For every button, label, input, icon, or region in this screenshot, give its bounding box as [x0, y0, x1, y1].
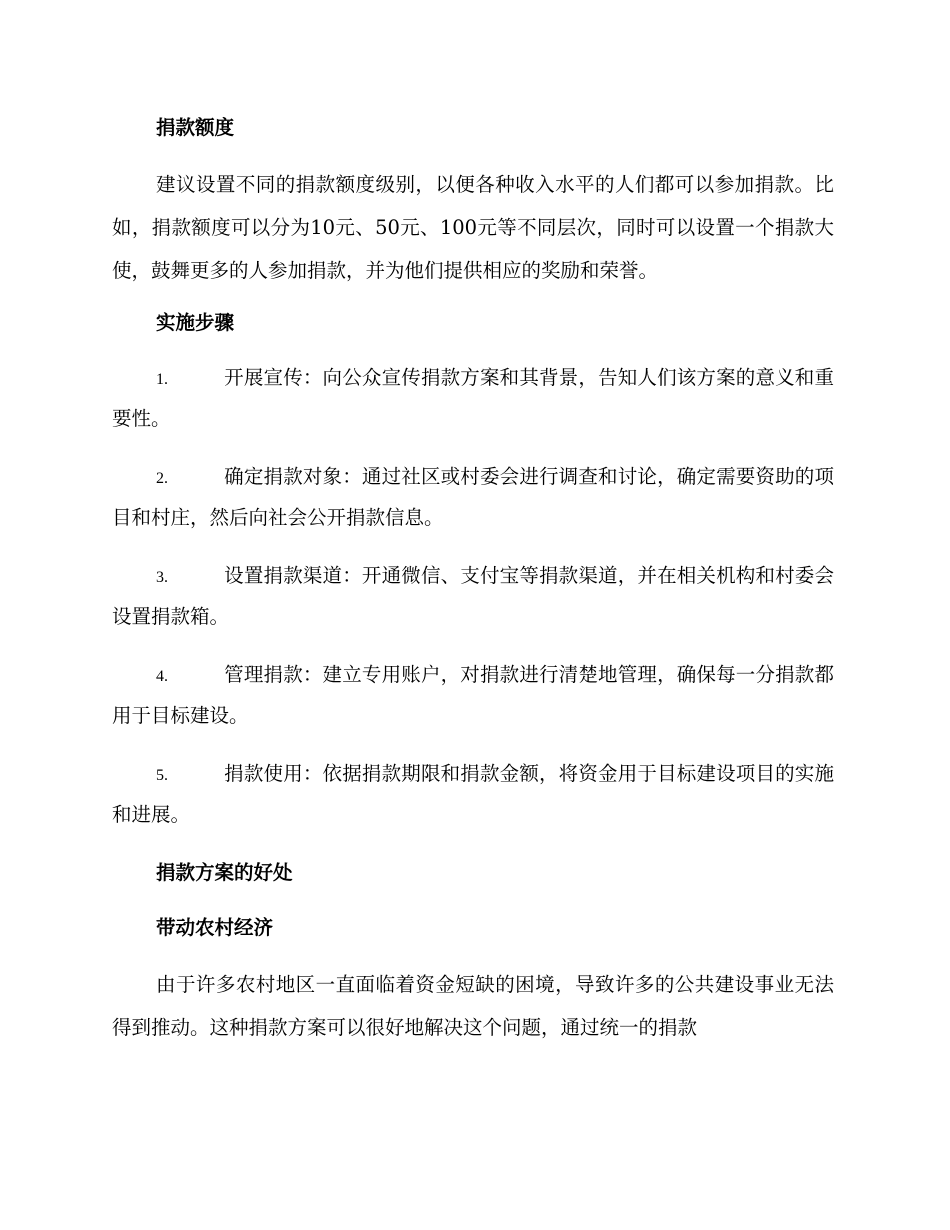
paragraph-economy: 由于许多农村地区一直面临着资金短缺的困境，导致许多的公共建设事业无法得到推动。这种捐款方案可以很好地解决这个问题，通过统一的捐款 — [112, 973, 834, 1039]
list-item-step-3 — [112, 556, 834, 636]
list-text: 设置捐款渠道：开通微信、支付宝等捐款渠道，并在相关机构和村委会设置捐款箱。 — [112, 564, 834, 628]
list-item-step-5 — [112, 754, 834, 834]
list-item-step-2 — [112, 457, 834, 537]
list-item-step-1 — [112, 358, 834, 438]
section-heading-economy: 带动农村经济 — [156, 916, 274, 939]
document-content — [112, 108, 834, 1060]
list-number: 1. — [156, 371, 168, 388]
section-heading-amount: 捐款额度 — [156, 116, 235, 139]
list-number: 3. — [156, 569, 168, 586]
list-number: 5. — [156, 767, 168, 784]
list-number: 4. — [156, 668, 168, 685]
list-text: 确定捐款对象：通过社区或村委会进行调查和讨论，确定需要资助的项目和村庄，然后向社会公开捐款信息。 — [112, 465, 834, 529]
list-text: 开展宣传：向公众宣传捐款方案和其背景，告知人们该方案的意义和重要性。 — [112, 366, 834, 430]
section-heading-benefits: 捐款方案的好处 — [156, 861, 293, 884]
list-item-step-4 — [112, 655, 834, 735]
list-text: 管理捐款：建立专用账户，对捐款进行清楚地管理，确保每一分捐款都用于目标建设。 — [112, 663, 834, 727]
paragraph-amount: 建议设置不同的捐款额度级别，以便各种收入水平的人们都可以参加捐款。比如，捐款额度可以分为10元、50元、100元等不同层次，同时可以设置一个捐款大使，鼓舞更多的人参加捐款，并为他们提供相应的奖励和荣誉。 — [112, 173, 834, 282]
section-heading-steps: 实施步骤 — [156, 311, 235, 334]
list-number: 2. — [156, 470, 168, 487]
list-text: 捐款使用：依据捐款期限和捐款金额，将资金用于目标建设项目的实施和进展。 — [112, 762, 834, 826]
